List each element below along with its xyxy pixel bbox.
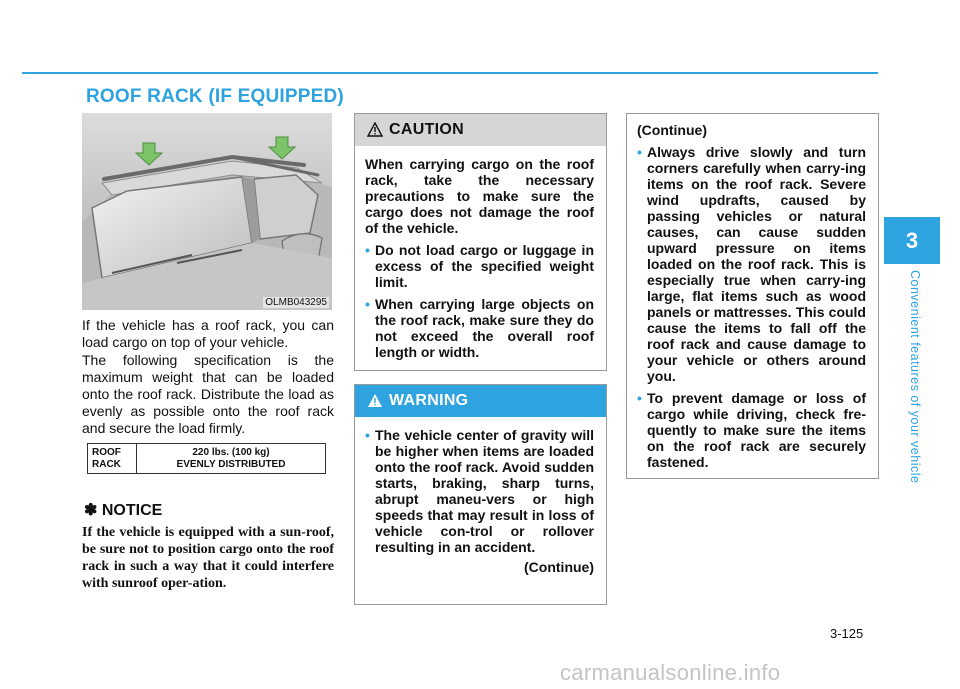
caution-triangle-icon <box>367 122 383 138</box>
specification-paragraph: The following specification is the maximum weight that can be loaded onto the roof rack. Distribute the load as evenly as possible onto the roof rack and secure the load firmly. <box>82 352 334 436</box>
caution-title: CAUTION <box>389 121 464 138</box>
continued-body <box>627 114 878 470</box>
warning-box <box>354 384 607 605</box>
figure-code: OLMB043295 <box>265 297 327 308</box>
intro-paragraph: If the vehicle has a roof rack, you can load cargo on top of your vehicle. <box>82 317 334 350</box>
spec-label-line: RACK <box>92 458 121 470</box>
warning-continue-label: (Continue) <box>524 559 594 575</box>
caution-body <box>355 146 606 360</box>
chapter-label: Convenient features of your vehicle <box>908 270 922 484</box>
spec-label-cell <box>88 444 137 474</box>
notice-title: ✽ NOTICE <box>84 502 163 519</box>
list-item: • When carrying large objects on the roof rack, make sure they do not exceed the overall roof length or width. <box>365 296 594 360</box>
caution-intro: When carrying cargo on the roof rack, take the necessary precautions to make sure the cargo does not damage the roof of the vehicle. <box>365 156 594 236</box>
caution-header <box>355 114 606 146</box>
warning-list <box>365 427 594 555</box>
roof-rack-figure <box>82 113 332 310</box>
list-item: • Do not load cargo or luggage in excess of the specified weight limit. <box>365 242 594 290</box>
warning-header <box>355 385 606 417</box>
spec-label-line: ROOF <box>92 446 121 458</box>
caution-box <box>354 113 607 371</box>
roof-rack-illustration <box>82 113 332 310</box>
warning-body <box>355 417 606 575</box>
header-rule <box>22 72 878 74</box>
spec-value-line: 220 lbs. (100 kg) <box>192 446 270 458</box>
watermark: carmanualsonline.info <box>560 660 781 685</box>
continued-box <box>626 113 879 479</box>
list-item: • The vehicle center of gravity will be higher when items are loaded onto the roof rack. Avoid sudden starts, braking, sharp turns, abrupt maneu-vers or high speeds that may result in loss of vehicle con-trol or rollover resulting in an accident. <box>365 427 594 555</box>
continued-label: (Continue) <box>637 122 707 138</box>
spec-value-line: EVENLY DISTRIBUTED <box>176 458 286 470</box>
continued-list <box>637 144 866 470</box>
spec-value-cell <box>137 444 326 474</box>
roof-rack-spec-table <box>87 443 326 474</box>
warning-title: WARNING <box>389 392 469 409</box>
section-title: ROOF RACK (IF EQUIPPED) <box>86 86 344 107</box>
chapter-tab[interactable] <box>884 217 940 264</box>
notice-text: If the vehicle is equipped with a sun-roof, be sure not to position cargo onto the roof rack in such a way that it could interfere with sunroof oper-ation. <box>82 525 334 591</box>
page-number: 3-125 <box>830 626 864 641</box>
warning-triangle-icon <box>367 393 383 409</box>
chapter-number: 3 <box>905 227 919 253</box>
list-item: • To prevent damage or loss of cargo while driving, check fre-quently to make sure the items on the roof rack are securely fastened. <box>637 390 866 470</box>
caution-list <box>365 242 594 360</box>
table-row <box>88 444 326 474</box>
list-item: • Always drive slowly and turn corners carefully when carry-ing items on the roof rack. Severe wind updrafts, caused by passing vehicles or natural causes, can cause sudden upward pressure on items loaded on the roof rack. This is especially true when carry-ing large, flat items such as wood panels or mattresses. This could cause the items to fall off the roof rack and cause damage to your vehicle or others around you. <box>637 144 866 384</box>
